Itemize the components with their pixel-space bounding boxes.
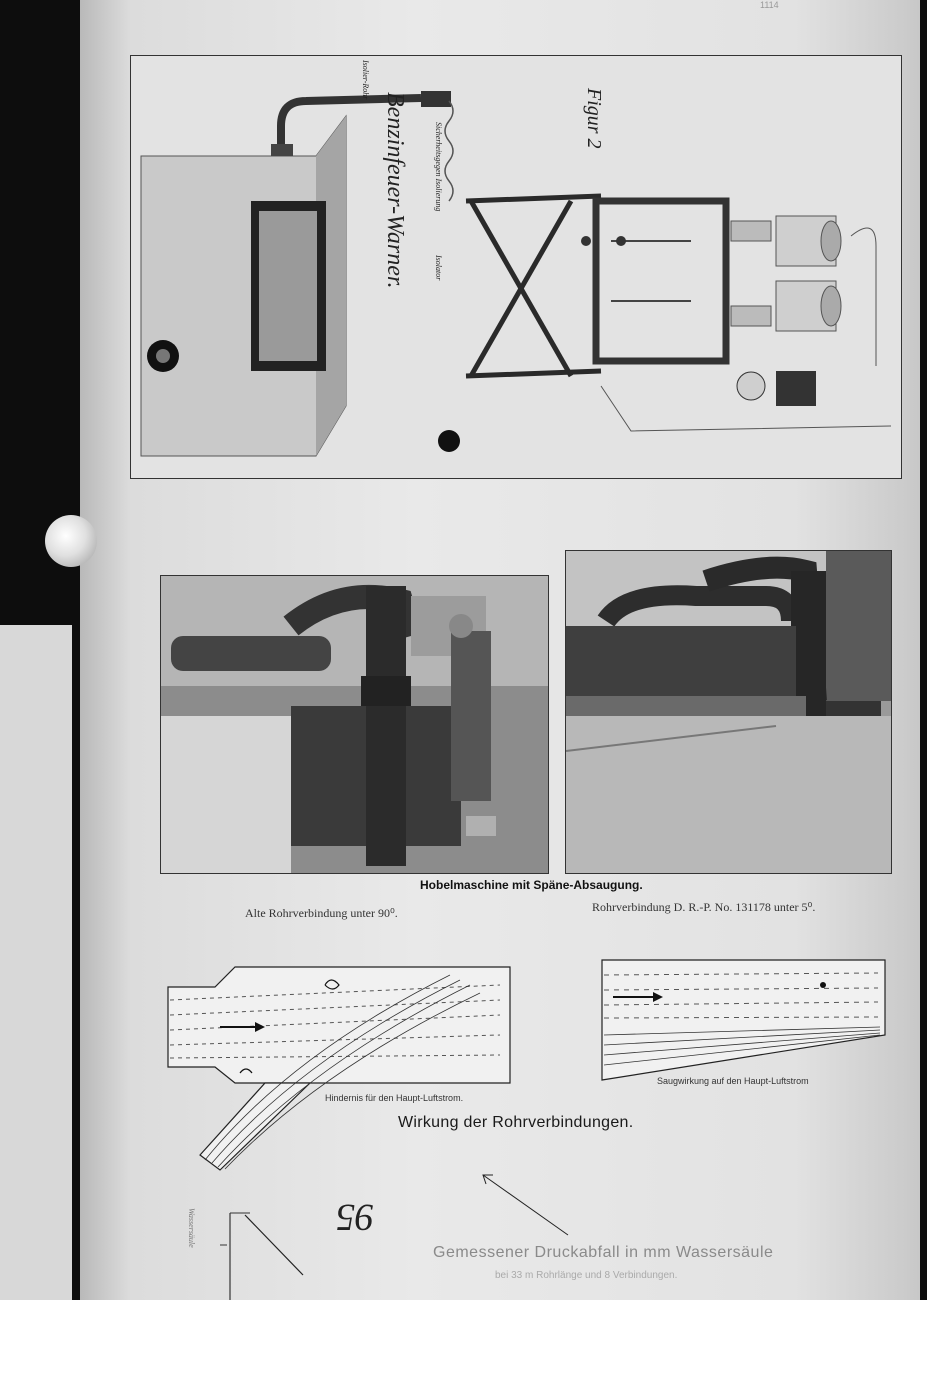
pointer-line (478, 1170, 573, 1240)
new-connection-diagram-caption: Saugwirkung auf den Haupt-Luftstrom (657, 1076, 809, 1086)
graph-subtitle: bei 33 m Rohrlänge und 8 Verbindungen. (495, 1270, 678, 1281)
photos-main-caption: Hobelmaschine mit Späne-Absaugung. (420, 878, 643, 892)
bottom-margin (0, 1300, 927, 1390)
section-title: Wirkung der Rohrverbindungen. (398, 1114, 634, 1131)
isolator-label: Isolator (434, 255, 443, 281)
plate-number: 1114 (760, 0, 779, 10)
benzinfeuer-warner-photo (130, 55, 902, 479)
graph-ylabel: Wassersäule (187, 1208, 196, 1248)
figure-label: Figur 2 (583, 88, 605, 149)
new-connection-flow-diagram (598, 955, 888, 1085)
pushpin-icon (45, 515, 97, 567)
old-connection-flow-diagram (160, 955, 520, 1175)
right-photo-caption: Rohrverbindung D. R.-P. No. 131178 unter 5⁰. (592, 900, 816, 914)
adjacent-sheet-edge (0, 625, 72, 1300)
planer-new-connection-photo (565, 550, 892, 874)
left-photo-caption: Alte Rohrverbindung unter 90⁰. (245, 906, 398, 920)
graph-title: Gemessener Druckabfall in mm Wassersäule (433, 1244, 774, 1261)
old-connection-diagram-caption: Hindernis für den Haupt-Luftstrom. (325, 1093, 464, 1103)
isolier-rohr-label: Isolier-Rohr (361, 60, 370, 100)
warner-title: Benzinfeuer-Warner. (382, 92, 408, 289)
isolierung-label: Sicherheitsgegen Isolierung (434, 122, 443, 212)
planer-old-connection-photo (160, 575, 549, 874)
handwritten-page-number: 95 (336, 1196, 374, 1238)
